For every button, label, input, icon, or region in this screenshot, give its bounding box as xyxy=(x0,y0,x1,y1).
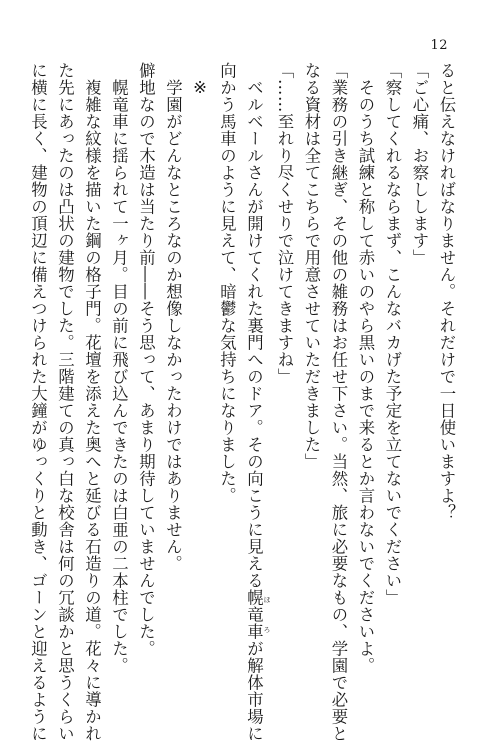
ruby-horoyusha xyxy=(244,589,271,640)
text-line-4: そのうち試練と称して赤いのやら黒いのまで来るとか言わないでくださいよ。 xyxy=(356,62,375,674)
ride-base: 幌竜車 xyxy=(109,79,129,130)
text-line-1: ると伝えなければなりません。それだけで一日使いますよ？ xyxy=(437,62,456,521)
novel-page-text xyxy=(28,62,460,742)
text-line-3: 「察してくれるならまず、こんなバカげた予定を立てないでください」 xyxy=(383,62,402,606)
text-line-10: 学園がどんなところなのか想像しなかったわけではありません。 xyxy=(163,62,183,572)
text-line-13: 複雑な紋様を描いた鋼の格子門。花壇を添えた奥へと延びる石造りの道。花々に導かれ xyxy=(82,62,102,742)
text-line-9: 向かう馬車のように見えて、暗鬱な気持ちになりました。 xyxy=(217,62,237,504)
text-line-6: なる資材は全てこちらで用意させていただきました」 xyxy=(302,62,321,470)
text-line-15: に横に長く、建物の頂辺に備えつけられた大鐘がゆっくりと動き、ゴーンと迎えるように xyxy=(28,62,48,742)
ride-prefix xyxy=(110,62,129,79)
text-line-11: 僻地なので木造は当たり前――そう思って、あまり期待していませんでした。 xyxy=(136,62,156,657)
section-break-mark: ※ xyxy=(190,78,210,98)
ruby-horoyusha-base: 幌竜車 xyxy=(244,589,264,640)
text-line-14: た先にあったのは凸状の建物でした。三階建ての真っ白な校舎は何の冗談かと思うくらい xyxy=(55,62,75,742)
page-number: 12 xyxy=(430,38,448,53)
text-line-12 xyxy=(106,62,133,674)
text-line-8 xyxy=(241,62,272,742)
text-line-2: 「ご心痛、お察しします」 xyxy=(410,62,429,266)
ruby-horoyusha-reading: ほろ xyxy=(263,589,271,640)
text-line-8-main: ベルベールさんが開けてくれた裏門へのドア。その向こうに見える xyxy=(244,62,264,589)
ride-tail: に揺られて一ヶ月。目の前に飛び込んできたのは白亜の二本柱でした。 xyxy=(109,130,129,674)
text-line-7: 「……至れり尽くせりで泣けてきますね」 xyxy=(275,62,294,385)
text-line-8-tail: が解体市場に xyxy=(244,640,264,742)
text-line-5: 「業務の引き継ぎ、その他の雑務はお任せ下さい。当然、旅に必要なもの、学園で必要と xyxy=(329,62,348,742)
